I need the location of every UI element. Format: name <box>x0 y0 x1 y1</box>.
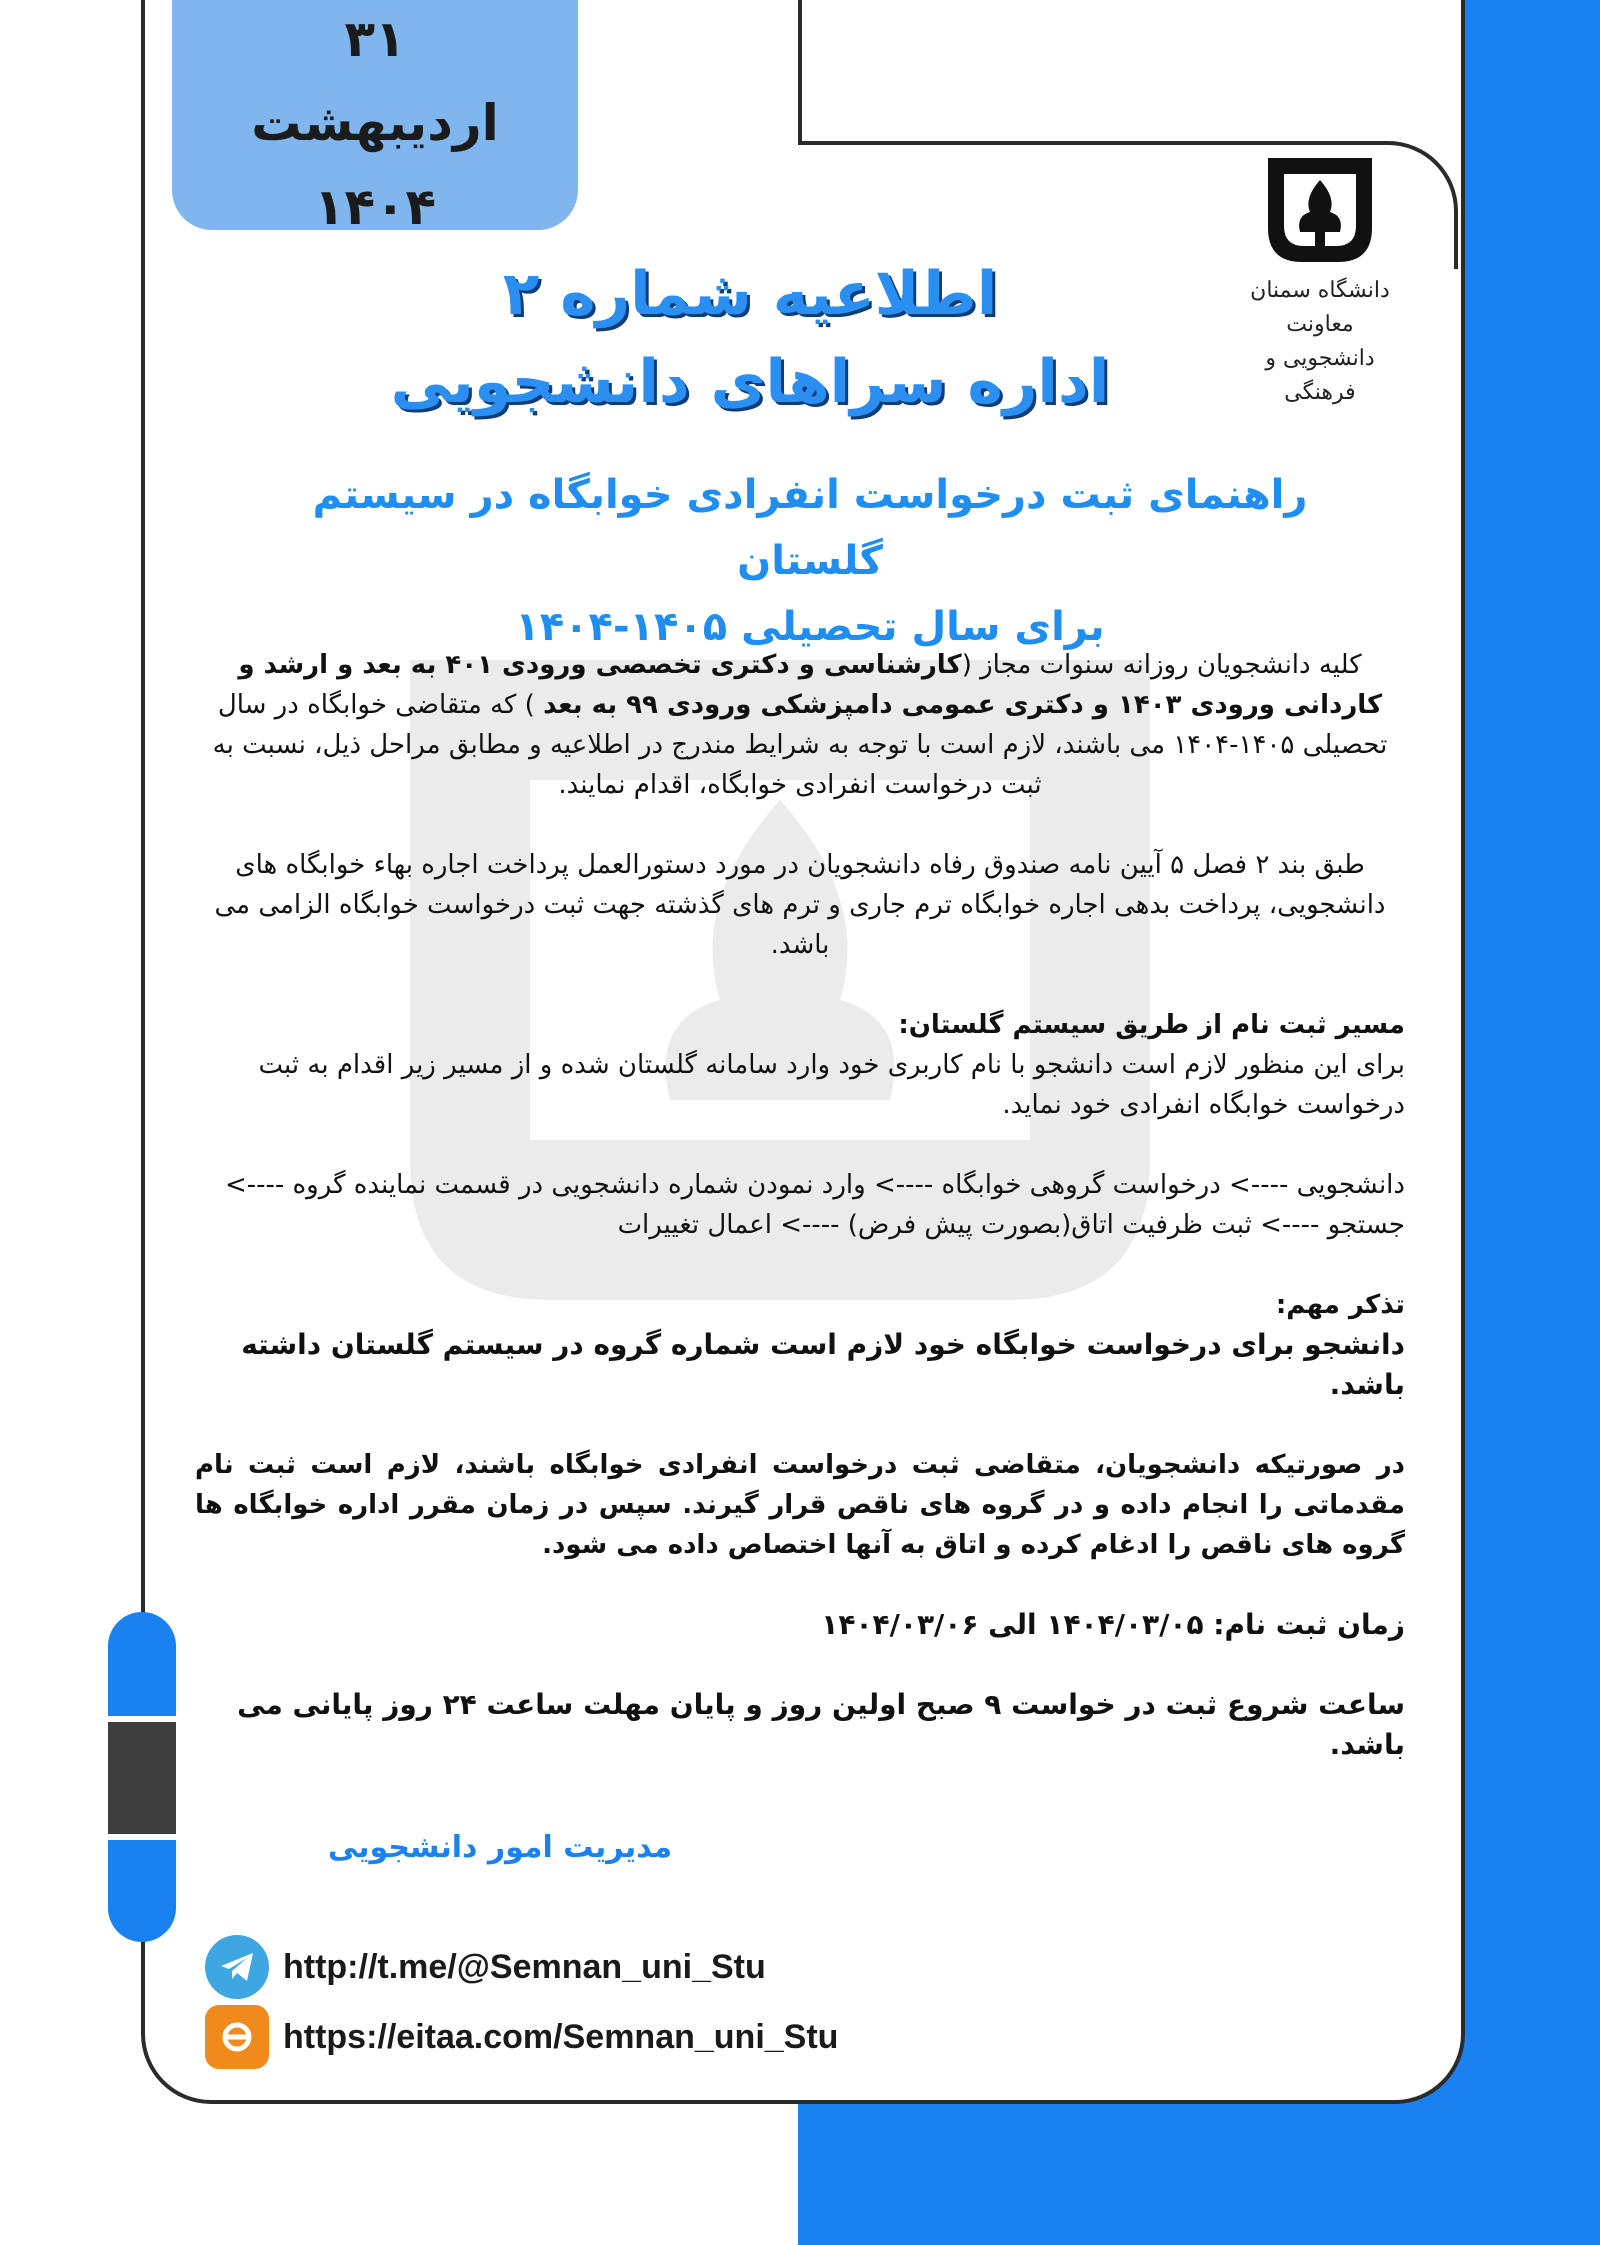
path-heading: مسیر ثبت نام از طریق سیستم گلستان: <box>898 1010 1405 1040</box>
eligibility-text-start: کلیه دانشجویان روزانه سنوات مجاز ( <box>961 650 1362 680</box>
university-logo <box>1240 150 1400 405</box>
subtitle-line-1: راهنمای ثبت درخواست انفرادی خوابگاه در سیستم گلستان <box>312 472 1308 584</box>
payment-paragraph: طبق بند ۲ فصل ۵ آیین نامه صندوق رفاه دانشجویان در مورد دستورالعمل پرداخت اجاره بهاء خوابگاه های دانشجویی، پرداخت بدهی اجاره خوابگاه ترم جاری و ترم های گذشته جهت ثبت درخواست خوابگاه الزامی می باشد. <box>214 850 1386 960</box>
registration-time: زمان ثبت نام: ۱۴۰۴/۰۳/۰۵ الی ۱۴۰۴/۰۳/۰۶ <box>821 1608 1405 1641</box>
guide-subtitle <box>240 462 1380 660</box>
signature: مدیریت امور دانشجویی <box>327 1830 673 1865</box>
headline-line-2: اداره سراهای دانشجویی <box>390 347 1110 417</box>
card-edge <box>798 141 1378 145</box>
eligibility-paragraph <box>195 645 1405 805</box>
note-section <box>195 1285 1405 1405</box>
note-heading: تذکر مهم: <box>1275 1290 1405 1320</box>
eligibility-bold-text: کارشناسی و دکتری تخصصی ورودی ۴۰۱ به بعد و ارشد و کاردانی ورودی ۱۴۰۳ و دکتری عمومی دامپزشکی ورودی ۹۹ به بعد <box>238 650 1383 720</box>
announcement-headline <box>300 250 1200 426</box>
subtitle-line-2: برای سال تحصیلی ۱۴۰۵-۱۴۰۴ <box>515 604 1105 650</box>
eitaa-icon <box>205 2005 269 2069</box>
registration-hours: ساعت شروع ثبت در خواست ۹ صبح اولین روز و پایان مهلت ساعت ۲۴ روز پایانی می باشد. <box>237 1688 1405 1761</box>
telegram-link-row[interactable] <box>205 1932 766 2002</box>
date-year: ۱۴۰۴ <box>313 178 437 236</box>
university-emblem-icon <box>1260 150 1380 270</box>
note-text: دانشجو برای درخواست خوابگاه خود لازم است شماره گروه در سیستم گلستان داشته باشد. <box>241 1328 1405 1401</box>
path-section <box>195 1005 1405 1125</box>
incomplete-groups-paragraph: در صورتیکه دانشجویان، متقاضی ثبت درخواست انفرادی خوابگاه باشند، لازم است ثبت نام مقدماتی را انجام داده و در گروه های ناقص قرار گیرند. سپس در زمان مقرر اداره خوابگاه ها گروه های ناقص را ادغام کرده و اتاق به آنها اختصاص داده می شود. <box>195 1450 1405 1560</box>
eitaa-link-row[interactable] <box>205 2002 838 2072</box>
logo-line-deputy: معاونت دانشجویی و فرهنگی <box>1265 312 1375 405</box>
side-decoration <box>108 1612 176 1942</box>
eitaa-link[interactable]: https://eitaa.com/Semnan_uni_Stu <box>283 2017 839 2056</box>
telegram-link[interactable]: http://t.me/@Semnan_uni_Stu <box>283 1947 766 1986</box>
eligibility-text-end: ) که متقاضی خوابگاه در سال تحصیلی ۱۴۰۵-۱۴۰۴ می باشند، لازم است با توجه به شرایط مندرج در اطلاعیه و مطابق مراحل ذیل، نسبت به ثبت درخواست انفرادی خوابگاه، اقدام نمایند. <box>212 690 1388 800</box>
date-month: اردیبهشت <box>251 94 499 152</box>
date-day: ۳۱ <box>344 10 406 68</box>
card-edge <box>798 0 802 145</box>
path-steps: دانشجویی ----> درخواست گروهی خوابگاه ----> وارد نمودن شماره دانشجویی در قسمت نماینده گروه ----> جستجو ----> ثبت ظرفیت اتاق(بصورت پیش فرض) ----> اعمال تغییرات <box>224 1170 1405 1240</box>
telegram-icon <box>205 1935 269 1999</box>
announcement-body <box>195 645 1405 1805</box>
path-text: برای این منظور لازم است دانشجو با نام کاربری خود وارد سامانه گلستان شده و از مسیر زیر اقدام به ثبت درخواست خوابگاه انفرادی خود نماید. <box>258 1050 1405 1120</box>
logo-line-university: دانشگاه سمنان <box>1250 278 1390 303</box>
date-tab <box>172 0 578 236</box>
headline-line-1: اطلاعیه شماره ۲ <box>502 259 998 329</box>
